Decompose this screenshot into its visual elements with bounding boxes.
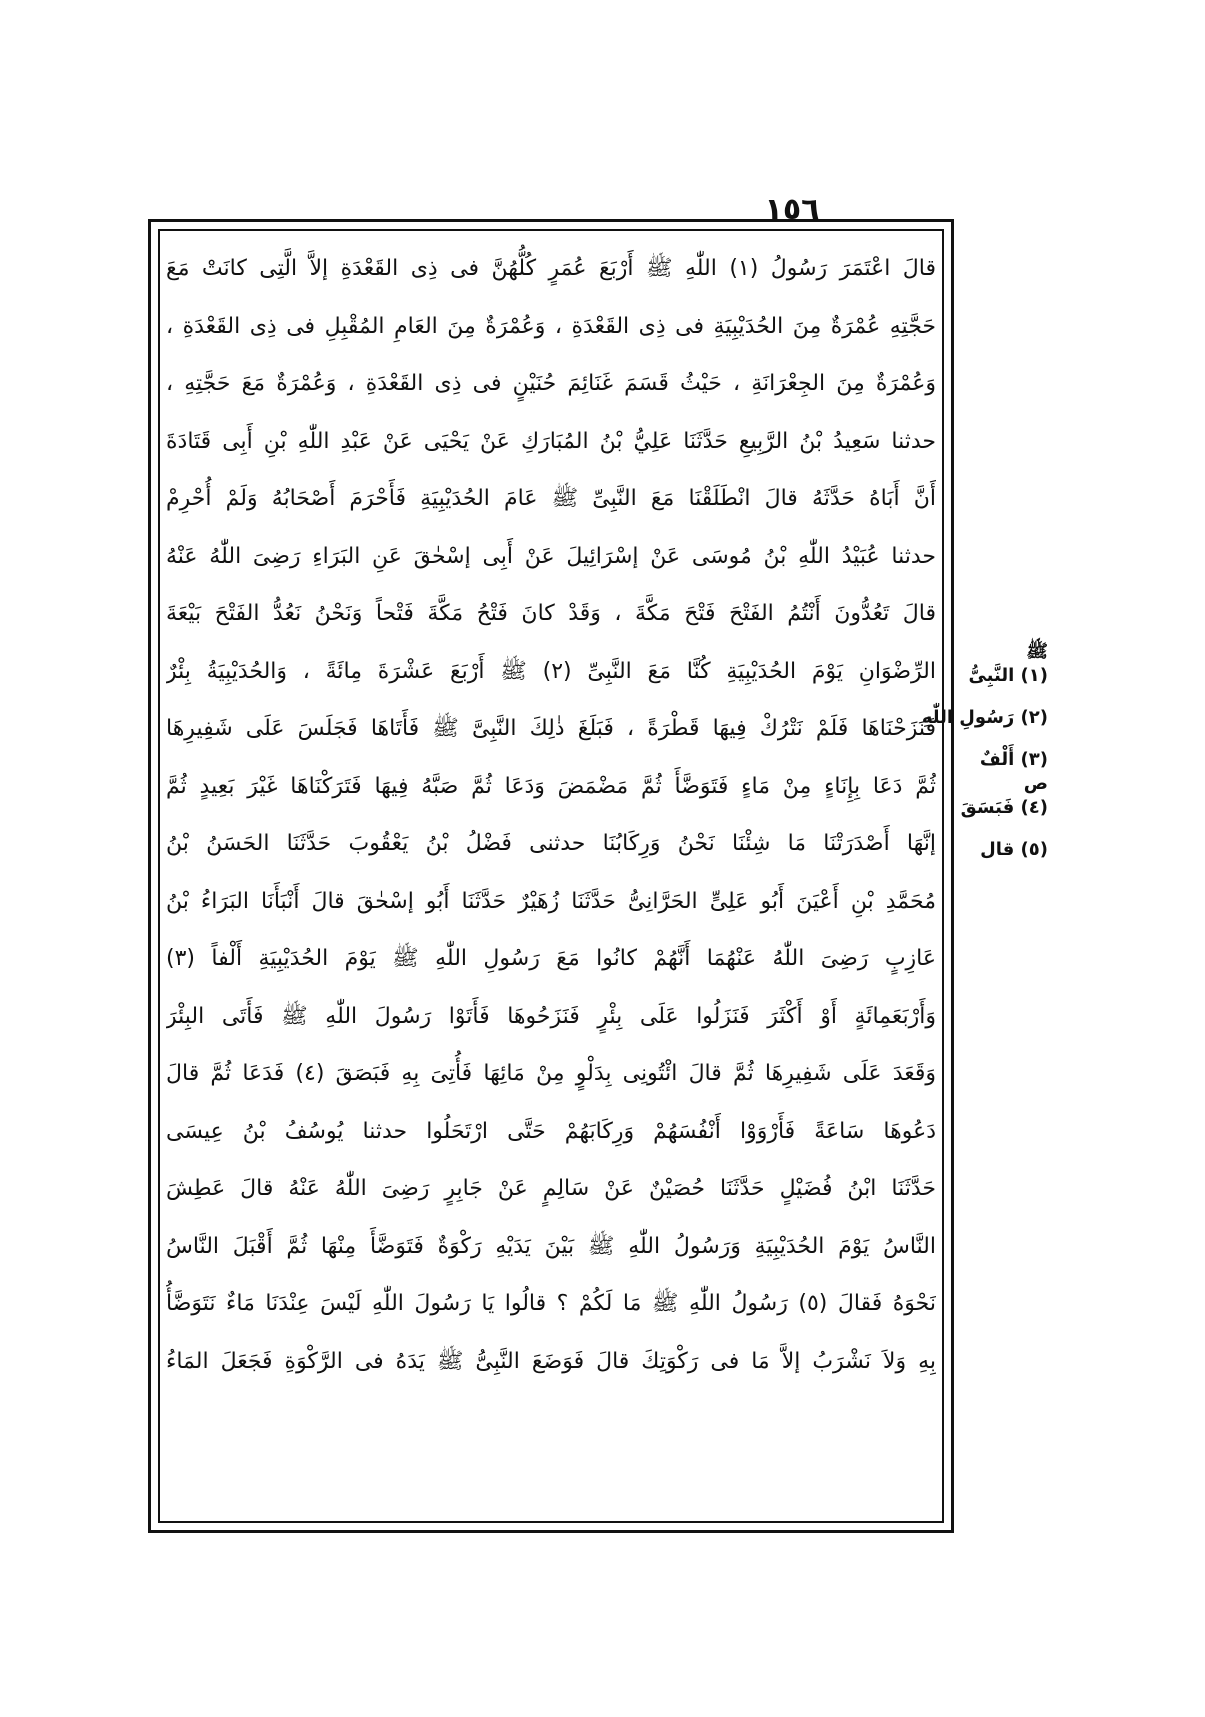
margin-note-superscript: ص xyxy=(1023,773,1048,794)
margin-note: (٤) فَبَسَقَ xyxy=(960,797,1048,818)
text-line: دَعُوهَا سَاعَةً فَأَرْوَوْا أَنْفُسَهُمْ وَرِكَابَهُمْ حَتَّى ارْتَحَلُوا حدثنا يُوسُفُ بْنُ عِيسَى xyxy=(166,1118,936,1144)
text-line: أَنَّ أَبَاهُ حَدَّثَهُ قالَ انْطَلَقْنَا مَعَ النَّبِىِّ ﷺ عَامَ الحُدَيْبِيَةِ فَأَحْرَمَ أَصْحَابُهُ وَلَمْ أُحْرِمْ xyxy=(166,486,936,511)
margin-note: (٢) رَسُولِ اللّٰهِ xyxy=(921,707,1048,728)
margin-note: (٣) أَلْفٌ xyxy=(979,749,1048,770)
text-line: النَّاسُ يَوْمَ الحُدَيْبِيَةِ وَرَسُولُ اللّٰهِ ﷺ بَيْنَ يَدَيْهِ رَكْوَةٌ فَتَوَضَّأَ مِنْهَا ثُمَّ أَقْبَلَ النَّاسُ xyxy=(166,1233,936,1259)
main-text xyxy=(166,240,936,1520)
text-line: وَأَرْبَعَمِائَةٍ أَوْ أَكْثَرَ فَنَزَلُوا عَلَى بِئْرٍ فَنَزَحُوهَا فَأَتَوْا رَسُولَ اللّٰهِ ﷺ فَأَتَى البِئْرَ xyxy=(166,1003,936,1029)
page-number: ١٥٦ xyxy=(764,192,820,227)
text-line: حَدَّثَنَا ابْنُ فُضَيْلٍ حَدَّثَنَا حُصَيْنٌ عَنْ سَالِمٍ عَنْ جَابِرٍ رَضِىَ اللّٰهُ عَنْهُ قالَ عَطِشَ xyxy=(166,1176,936,1201)
text-line: حَجَّتِهِ عُمْرَةٌ مِنَ الحُدَيْبِيَةِ فى ذِى القَعْدَةِ ، وَعُمْرَةٌ مِنَ العَامِ المُقْبِلِ فى ذِى القَعْدَةِ ، xyxy=(166,313,936,339)
text-line: عَازِبٍ رَضِىَ اللّٰهُ عَنْهُمَا أَنَّهُمْ كانُوا مَعَ رَسُولِ اللّٰهِ ﷺ يَوْمَ الحُدَيْبِيَةِ أَلْفاً (٣) xyxy=(166,946,936,971)
text-line: قالَ تَعُدُّونَ أَنْتُمُ الفَتْحَ فَتْحَ مَكَّةَ ، وَقَدْ كانَ فَتْحُ مَكَّةَ فَتْحاً وَنَحْنُ نَعُدُّ الفَتْحَ بَيْعَةَ xyxy=(166,601,936,626)
text-line: ثُمَّ دَعَا بِإِنَاءٍ مِنْ مَاءٍ فَتَوَضَّأَ ثُمَّ مَضْمَضَ وَدَعَا ثُمَّ صَبَّهُ فِيهَا فَتَرَكْنَاهَا غَيْرَ بَعِيدٍ ثُمَّ xyxy=(166,773,936,799)
text-line: مُحَمَّدِ بْنِ أَعْيَنَ أَبُو عَلِىٍّ الحَرَّانِىُّ حَدَّثَنَا زُهَيْرٌ حَدَّثَنَا أَبُو إسْحٰقَ قالَ أَنْبَأَنَا البَرَاءُ بْنُ xyxy=(166,888,936,914)
margin-note-superscript: ﷺ xyxy=(1026,641,1048,662)
text-line: حدثنا سَعِيدُ بْنُ الرَّبِيعِ حَدَّثَنَا عَلِيُّ بْنُ المُبَارَكِ عَنْ يَحْيَى عَنْ عَبْدِ اللّٰهِ بْنِ أَبِى قَتَادَةَ xyxy=(166,428,936,454)
text-line: حدثنا عُبَيْدُ اللّٰهِ بْنُ مُوسَى عَنْ إسْرَائِيلَ عَنْ أَبِى إسْحٰقَ عَنِ البَرَاءِ رَضِىَ اللّٰهُ عَنْهُ xyxy=(166,543,936,569)
text-line: فَنَزَحْنَاهَا فَلَمْ نَتْرُكْ فِيهَا قَطْرَةً ، فَبَلَغَ ذٰلِكَ النَّبِىَّ ﷺ فَأَتَاهَا فَجَلَسَ عَلَى شَفِيرِهَا xyxy=(166,716,936,741)
text-line: نَحْوَهُ فَقالَ (٥) رَسُولُ اللّٰهِ ﷺ مَا لَكُمْ ؟ قالُوا يَا رَسُولَ اللّٰهِ لَيْسَ عِنْدَنَا مَاءٌ نَتَوَضَّأُ xyxy=(166,1291,936,1316)
text-line: إنَّهَا أَصْدَرَتْنَا مَا شِئْنَا نَحْنُ وَرِكَابُنَا حدثنى فَضْلُ بْنُ يَعْقُوبَ حَدَّثَنَا الحَسَنُ بْنُ xyxy=(166,831,936,856)
margin-note: (٥) قال xyxy=(980,839,1048,860)
text-line: وَعُمْرَةٌ مِنَ الجِعْرَانَةِ ، حَيْثُ قَسَمَ غَنَائِمَ حُنَيْنٍ فى ذِى القَعْدَةِ ، وَعُمْرَةٌ مَعَ حَجَّتِهِ ، xyxy=(166,371,936,396)
text-line: وَقَعَدَ عَلَى شَفِيرِهَا ثُمَّ قالَ ائْتُونِى بِدَلْوٍ مِنْ مَائِهَا فَأُتِىَ بِهِ فَبَصَقَ (٤) فَدَعَا ثُمَّ قالَ xyxy=(166,1061,936,1086)
text-line: بِهِ وَلاَ نَشْرَبُ إلاَّ مَا فى رَكْوَتِكَ قالَ فَوَضَعَ النَّبِىُّ ﷺ يَدَهُ فى الرَّكْوَةِ فَجَعَلَ المَاءُ xyxy=(166,1348,936,1374)
text-line: الرِّضْوَانِ يَوْمَ الحُدَيْبِيَةِ كُنَّا مَعَ النَّبِىِّ (٢) ﷺ أَرْبَعَ عَشْرَةَ مِائَةً ، وَالحُدَيْبِيَةُ بِئْرٌ xyxy=(166,658,936,684)
text-line: قالَ اعْتَمَرَ رَسُولُ (١) اللّٰهِ ﷺ أَرْبَعَ عُمَرٍ كُلُّهُنَّ فى ذِى القَعْدَةِ إلاَّ الَّتِى كانَتْ مَعَ xyxy=(166,256,936,281)
margin-note: (١) النَّبِىُّ xyxy=(968,665,1048,686)
margin-notes xyxy=(921,640,1048,862)
